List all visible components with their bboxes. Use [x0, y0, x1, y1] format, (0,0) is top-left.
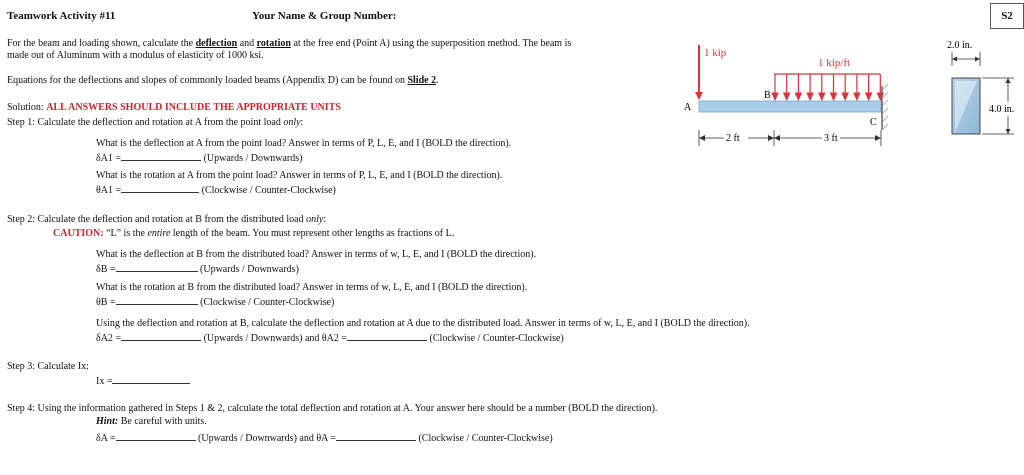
distributed-load-arrowhead [866, 93, 872, 100]
distributed-load-arrowhead [854, 93, 860, 100]
step-2-answer-2: θB = (Clockwise / Counter-Clockwise) [96, 297, 335, 308]
solution-line: Solution: ALL ANSWERS SHOULD INCLUDE THE APPROPRIATE UNITS [7, 102, 341, 113]
distributed-load-arrowhead [807, 93, 813, 100]
step-2-heading: Step 2: Calculate the deflection and rotation at B from the distributed load only: [7, 214, 327, 225]
distributed-load-arrowhead [784, 93, 790, 100]
keyword-rotation: rotation [256, 38, 291, 49]
answer-blank[interactable] [112, 374, 190, 384]
hint-label: Hint: [96, 416, 119, 427]
point-a-label: A [684, 102, 692, 113]
point-c-label: C [870, 117, 877, 128]
units-note: ALL ANSWERS SHOULD INCLUDE THE APPROPRIATE UNITS [46, 102, 341, 113]
distributed-load-label: 1 kip/ft [818, 57, 851, 69]
problem-line-2: made out of Aluminum with a modulus of elasticity of 1000 ksi. [7, 50, 264, 61]
step-1-question-1: What is the deflection at A from the point load? Answer in terms of P, L, E, and I (BOLD the direction). [96, 138, 512, 149]
equations-note: Equations for the deflections and slopes of commonly loaded beams (Appendix D) can be found on Slide 2. [7, 75, 439, 86]
distributed-load-arrowhead [831, 93, 837, 100]
answer-blank[interactable] [336, 431, 416, 441]
distributed-load-arrowhead [772, 93, 778, 100]
slide-2-link[interactable]: Slide 2 [407, 75, 437, 86]
distributed-load-arrowhead [795, 93, 801, 100]
step-1-heading: Step 1: Calculate the deflection and rotation at A from the point load only: [7, 117, 304, 128]
step-4-heading: Step 4: Using the information gathered in Steps 1 & 2, calculate the total deflection and rotation at A. Your answer here should be a number (BOLD the direction). [7, 403, 658, 414]
distributed-load-arrowhead [819, 93, 825, 100]
point-b-label: B [764, 90, 771, 101]
answer-blank[interactable] [121, 183, 199, 193]
step-2-answer-1: δB = (Upwards / Downwards) [96, 264, 299, 275]
keyword-deflection: deflection [195, 38, 238, 49]
page-title: Teamwork Activity #11 [7, 10, 116, 22]
cross-section-height-label: 4.0 in. [989, 104, 1015, 115]
slide-badge: S2 [990, 3, 1024, 29]
answer-blank[interactable] [116, 262, 198, 272]
answer-blank[interactable] [121, 331, 201, 341]
step-2-question-3: Using the deflection and rotation at B, calculate the deflection and rotation at A due to the distributed load. Answer in terms of w, L, E, and I (BOLD the direction). [96, 318, 750, 329]
step-1-answer-2: θA1 = (Clockwise / Counter-Clockwise) [96, 185, 336, 196]
caution-label: CAUTION: [53, 228, 104, 239]
answer-blank[interactable] [116, 431, 196, 441]
answer-blank[interactable] [347, 331, 427, 341]
step-4-answer: δA = (Upwards / Downwards) and θA = (Clockwise / Counter-Clockwise) [96, 433, 553, 444]
beam-diagram [678, 38, 910, 156]
caution-line: CAUTION: “L” is the entire length of the beam. You must represent other lengths as fractions of L. [53, 228, 455, 239]
step-3-heading: Step 3: Calculate Ix: [7, 361, 89, 372]
step-2-question-1: What is the deflection at B from the distributed load? Answer in terms of w, L, E, and I (BOLD the direction). [96, 249, 537, 260]
hint-line: Hint: Be careful with units. [96, 416, 207, 427]
step-1-question-2: What is the rotation at A from the point load? Answer in terms of P, L, E, and I (BOLD the direction). [96, 170, 503, 181]
beam [699, 101, 881, 112]
distributed-load-arrowhead [842, 93, 848, 100]
step-3-answer: Ix = [96, 374, 190, 387]
step-2-answer-3: δA2 = (Upwards / Downwards) and θA2 = (Clockwise / Counter-Clockwise) [96, 333, 564, 344]
dim-ab-label: 2 ft [726, 133, 740, 144]
answer-blank[interactable] [116, 295, 198, 305]
wall-hatching [882, 84, 888, 130]
answer-blank[interactable] [121, 151, 201, 161]
dim-bc-label: 3 ft [824, 133, 838, 144]
step-2-question-2: What is the rotation at B from the distributed load? Answer in terms of w, L, E, and I (BOLD the direction). [96, 282, 528, 293]
name-label: Your Name & Group Number: [252, 10, 397, 22]
cross-section-width-label: 2.0 in. [947, 40, 973, 51]
point-load-label: 1 kip [704, 47, 727, 59]
cross-section-diagram [944, 36, 1022, 148]
step-1-answer-1: δA1 = (Upwards / Downwards) [96, 153, 303, 164]
point-load-arrowhead [695, 92, 703, 100]
distributed-load-arrows [772, 74, 883, 100]
problem-line-1: For the beam and loading shown, calculate the deflection and rotation at the free end (Point A) using the superposition method. The beam is [7, 38, 572, 49]
